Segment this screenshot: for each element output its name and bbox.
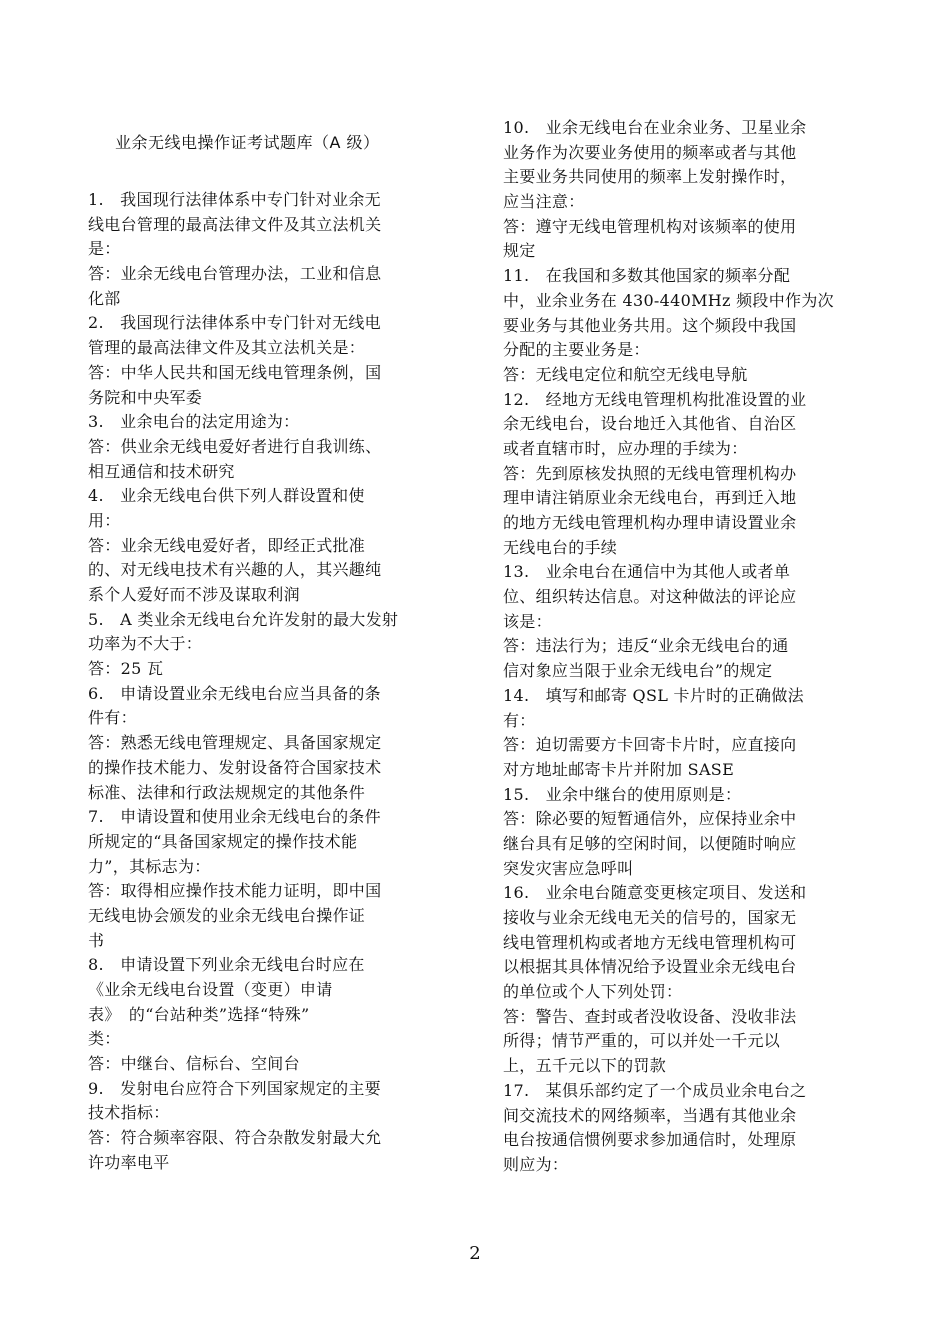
text-line: 位、组织转达信息。对这种做法的评论应 — [503, 587, 797, 607]
text-line: 答：中华人民共和国无线电管理条例，国 — [88, 362, 382, 382]
text-line: 的、对无线电技术有兴趣的人，其兴趣纯 — [88, 560, 382, 580]
text-line: 答：业余无线电爱好者，即经正式批准 — [88, 535, 366, 555]
text-line: 答：熟悉无线电管理规定、具备国家规定 — [88, 733, 382, 753]
text-line: 7. 申请设置和使用业余无线电台的条件 — [88, 807, 381, 827]
text-line: 的操作技术能力、发射设备符合国家技术 — [88, 757, 382, 777]
text-line: 15. 业余中继台的使用原则是： — [503, 784, 742, 804]
text-line: 答：25 瓦 — [88, 659, 164, 679]
text-line: 主要业务共同使用的频率上发射操作时， — [503, 167, 797, 187]
text-line: 答：业余无线电台管理办法，工业和信息 — [88, 264, 382, 284]
text-line: 答：先到原核发执照的无线电管理机构办 — [503, 463, 797, 483]
text-line: 8. 申请设置下列业余无线电台时应在 — [88, 955, 365, 975]
text-line: 理申请注销原业余无线电台，再到迁入地 — [503, 488, 797, 508]
text-line: 以根据其具体情况给予设置业余无线电台 — [503, 957, 797, 977]
text-line: 规定 — [503, 241, 536, 261]
text-line: 标准、法律和行政法规规定的其他条件 — [88, 782, 366, 802]
text-line: 12. 经地方无线电管理机构批准设置的业 — [503, 389, 807, 409]
text-line: 答：供业余无线电爱好者进行自我训练、 — [88, 436, 382, 456]
text-line: 该是： — [503, 611, 552, 631]
text-line: 突发灾害应急呼叫 — [503, 858, 634, 878]
text-line: 无线电台的手续 — [503, 537, 618, 557]
page-number: 2 — [469, 1243, 481, 1264]
text-line: 14. 填写和邮寄 QSL 卡片时的正确做法 — [503, 685, 804, 705]
text-line: 3. 业余电台的法定用途为： — [88, 412, 300, 432]
text-line: 答：遵守无线电管理机构对该频率的使用 — [503, 216, 797, 236]
text-line: 13. 业余电台在通信中为其他人或者单 — [503, 562, 791, 582]
text-line: 技术指标： — [88, 1103, 170, 1123]
text-line: 17. 某俱乐部约定了一个成员业余电台之 — [503, 1080, 807, 1100]
text-line: 要业务与其他业务共用。这个频段中我国 — [503, 315, 797, 335]
text-line: 答：中继台、信标台、空间台 — [88, 1054, 300, 1074]
left-text-block — [88, 188, 398, 1176]
text-line: 答：除必要的短暂通信外，应保持业余中 — [503, 809, 797, 829]
text-line: 5. A 类业余无线电台允许发射的最大发射 — [88, 609, 399, 629]
text-line: 用： — [88, 510, 121, 530]
text-line: 中，业余业务在 430-440MHz 频段中作为次 — [503, 290, 834, 310]
text-line: 务院和中央军委 — [88, 387, 203, 407]
text-line: 余无线电台，设台地迁入其他省、自治区 — [503, 414, 797, 434]
text-line: 9. 发射电台应符合下列国家规定的主要 — [88, 1078, 381, 1098]
text-line: 所得；情节严重的，可以并处一千元以 — [503, 1031, 781, 1051]
text-line: 应当注意： — [503, 192, 585, 212]
text-line: 电台按通信惯例要求参加通信时，处理原 — [503, 1130, 797, 1150]
text-line: 化部 — [88, 288, 121, 308]
text-line: 答：违法行为；违反“业余无线电台的通 — [503, 636, 789, 656]
text-line: 的地方无线电管理机构办理申请设置业余 — [503, 513, 797, 532]
text-line: 《业余无线电台设置（变更）申请 — [88, 980, 333, 999]
text-line: 信对象应当限于业余无线电台”的规定 — [503, 661, 773, 681]
text-line: 答：符合频率容限、符合杂散发射最大允 — [88, 1128, 382, 1148]
text-line: 10. 业余无线电台在业余业务、卫星业余 — [503, 118, 807, 137]
text-line: 2. 我国现行法律体系中专门针对无线电 — [88, 313, 381, 333]
text-line: 无线电协会颁发的业余无线电台操作证 — [88, 905, 366, 925]
right-text-block — [503, 116, 834, 1178]
text-line: 答：无线电定位和航空无线电导航 — [503, 364, 748, 384]
text-line: 许功率电平 — [88, 1152, 170, 1172]
text-line: 或者直辖市时，应办理的手续为： — [503, 438, 748, 458]
text-line: 1. 我国现行法律体系中专门针对业余无 — [88, 190, 381, 209]
text-line: 表》 的“台站种类”选择“特殊” — [88, 1004, 310, 1024]
text-line: 件有： — [88, 708, 137, 728]
text-line: 上，五千元以下的罚款 — [503, 1056, 667, 1076]
text-line: 业务作为次要业务使用的频率或者与其他 — [503, 142, 797, 162]
text-line: 分配的主要业务是： — [503, 340, 650, 360]
text-line: 6. 申请设置业余无线电台应当具备的条 — [88, 683, 381, 703]
text-line: 答：取得相应操作技术能力证明，即中国 — [88, 881, 382, 901]
text-line: 线电管理机构或者地方无线电管理机构可 — [503, 932, 797, 952]
text-line: 的单位或个人下列处罚： — [503, 982, 683, 1002]
text-line: 答：警告、查封或者没收设备、没收非法 — [503, 1006, 797, 1026]
text-line: 间交流技术的网络频率，当遇有其他业余 — [503, 1105, 797, 1125]
text-line: 功率为不大于： — [88, 634, 203, 654]
text-line: 力”，其标志为： — [88, 856, 211, 876]
text-line: 书 — [88, 930, 105, 950]
text-line: 是： — [88, 239, 121, 259]
text-line: 有： — [503, 710, 536, 730]
text-line: 4. 业余无线电台供下列人群设置和使 — [88, 486, 365, 506]
text-line: 继台具有足够的空闲时间，以便随时响应 — [503, 833, 797, 853]
page-title: 业余无线电操作证考试题库（A 级） — [115, 133, 380, 152]
text-line: 管理的最高法律文件及其立法机关是： — [88, 338, 366, 358]
text-line: 接收与业余无线电无关的信号的，国家无 — [503, 908, 797, 927]
text-line: 对方地址邮寄卡片并附加 SASE — [503, 759, 735, 779]
text-line: 11. 在我国和多数其他国家的频率分配 — [503, 266, 791, 286]
text-line: 答：迫切需要方卡回寄卡片时，应直接向 — [503, 735, 797, 755]
text-line: 类： — [88, 1029, 121, 1049]
text-line: 16. 业余电台随意变更核定项目、发送和 — [503, 883, 807, 903]
text-line: 线电台管理的最高法律文件及其立法机关 — [88, 214, 382, 234]
text-line: 所规定的“具备国家规定的操作技术能 — [88, 831, 358, 851]
text-line: 相互通信和技术研究 — [88, 461, 235, 481]
text-line: 则应为： — [503, 1154, 569, 1174]
text-line: 系个人爱好而不涉及谋取利润 — [88, 585, 300, 604]
